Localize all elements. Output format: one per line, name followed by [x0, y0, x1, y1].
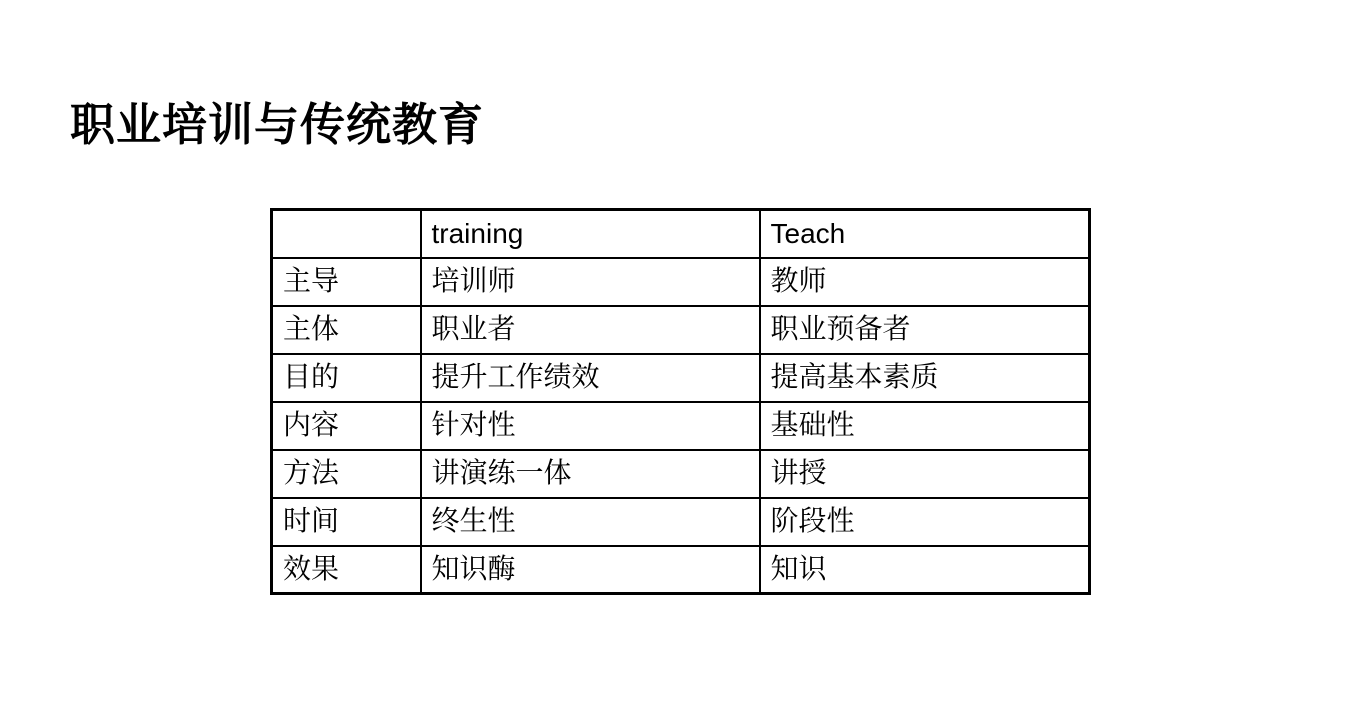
teach-cell: 知识: [760, 546, 1090, 594]
aspect-cell: 主导: [272, 258, 421, 306]
table-row-lead: [272, 258, 1090, 306]
training-cell: 培训师: [421, 258, 760, 306]
table-header-row: [272, 210, 1090, 258]
training-cell: 知识酶: [421, 546, 760, 594]
table-row-time: [272, 498, 1090, 546]
header-cell-empty: [272, 210, 421, 258]
teach-cell: 基础性: [760, 402, 1090, 450]
table-row-method: [272, 450, 1090, 498]
table-row-purpose: [272, 354, 1090, 402]
teach-cell: 教师: [760, 258, 1090, 306]
teach-cell: 讲授: [760, 450, 1090, 498]
aspect-cell: 主体: [272, 306, 421, 354]
slide-title: 职业培训与传统教育: [70, 99, 485, 151]
table-row-effect: [272, 546, 1090, 594]
training-cell: 终生性: [421, 498, 760, 546]
training-cell: 提升工作绩效: [421, 354, 760, 402]
teach-cell: 职业预备者: [760, 306, 1090, 354]
aspect-cell: 方法: [272, 450, 421, 498]
aspect-cell: 效果: [272, 546, 421, 594]
table-row-subject: [272, 306, 1090, 354]
teach-cell: 阶段性: [760, 498, 1090, 546]
header-cell-training: training: [421, 210, 760, 258]
teach-cell: 提高基本素质: [760, 354, 1090, 402]
training-cell: 针对性: [421, 402, 760, 450]
training-cell: 讲演练一体: [421, 450, 760, 498]
training-cell: 职业者: [421, 306, 760, 354]
aspect-cell: 时间: [272, 498, 421, 546]
aspect-cell: 目的: [272, 354, 421, 402]
table-row-content: [272, 402, 1090, 450]
header-cell-teach: Teach: [760, 210, 1090, 258]
comparison-table: [270, 208, 1091, 595]
aspect-cell: 内容: [272, 402, 421, 450]
